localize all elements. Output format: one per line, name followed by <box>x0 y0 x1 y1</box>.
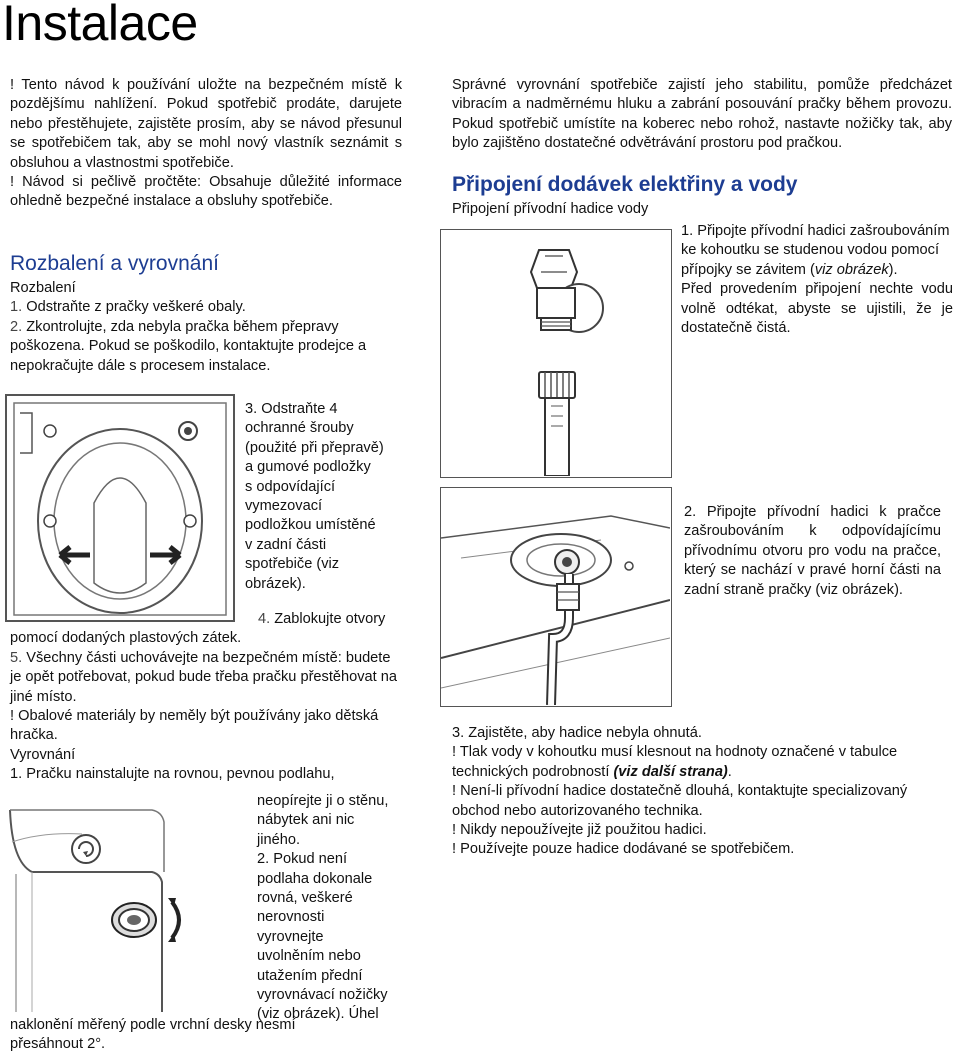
intro-paragraph-1: ! Tento návod k používání uložte na bezpečném místě k pozdějšímu nahlížení. Pokud spotřebič prodáte, darujete nebo přestěhujete, zajistěte prosím, aby se návod přesunul se spotřebičem tak, aby se mohl nový vlastník seznámit s obsluhou a vlastnostmi spotřebiče. <box>10 77 402 171</box>
warning-length: ! Není-li přívodní hadice dostatečně dlouhá, kontaktujte specializovaný obchod nebo autorizovaného technika. <box>452 783 908 819</box>
step3-line: v zadní části <box>245 536 327 553</box>
level-line: 2. Pokud není <box>257 851 348 868</box>
unpack-step-2: 2. Zkontrolujte, zda nebyla pračka během přepravy poškozena. Pokud se poškodilo, kontaktujte prodejce a nepokračujte dále s procesem instalace. <box>10 318 367 374</box>
level-line: neopírejte ji o stěnu, <box>257 793 389 809</box>
step3-line: podložkou umístěné <box>245 517 376 534</box>
hose-step-1-text: 1. Připojte přívodní hadici zašroubováním ke kohoutku se studenou vodou pomocí přípojky se závitem (viz obrázek). <box>681 223 950 278</box>
level-line: rovná, veškeré <box>257 890 353 907</box>
level-line: vyrovnejte <box>257 928 324 945</box>
unpack-steps-4-5 <box>10 610 405 785</box>
unpack-step-1: 1. Odstraňte z pračky veškeré obaly. <box>10 299 246 316</box>
level-step-1a: 1. Pračku nainstalujte na rovnou, pevnou podlahu, <box>10 766 335 783</box>
section-heading-connection: Připojení dodávek elektřiny a vody <box>452 173 798 196</box>
level-line: nábytek ani nic <box>257 812 355 829</box>
figure-tap <box>440 229 672 478</box>
hose-step-3: 3. Zajistěte, aby hadice nebyla ohnutá. <box>452 725 702 741</box>
figure-transport-bolts <box>2 393 238 625</box>
hose-step-1-note: Před provedením připojení nechte vodu volně odtékat, abyste se ujistili, že je dostatečně čistá. <box>681 281 953 337</box>
unpack-step-4a: 4. Zablokujte otvory <box>258 611 386 627</box>
intro-section <box>10 76 402 212</box>
level-line: jiného. <box>257 831 301 848</box>
level-paragraph: Správné vyrovnání spotřebiče zajistí jeho stabilitu, pomůže předcházet vibracím a nadměrnému hluku a zabrání posouvání pračky během provozu. Pokud spotřebič umístíte na koberec nebo rohož, nastavte nožičky tak, aby bylo zajištěno dostatečné odvětrávání prostoru pod pračkou. <box>452 77 952 152</box>
connection-section <box>452 171 952 219</box>
warning-packaging: ! Obalové materiály by neměly být používány jako dětská hračka. <box>10 708 379 744</box>
level-line: (viz obrázek). Úhel <box>257 1006 379 1023</box>
section-heading-unpack-level: Rozbalení a vyrovnání <box>10 252 219 275</box>
figure-leveling-foot <box>2 802 252 1024</box>
warning-pressure: ! Tlak vody v kohoutku musí klesnout na hodnoty označené v tabulce technických podrobností (viz další strana). <box>452 744 898 780</box>
hose-step-2: 2. Připojte přívodní hadici k pračce zašroubováním k odpovídajícímu přívodnímu otvoru pro vodu na pračce, který se nachází v pravé horní části na zadní straně pračky (viz obrázek). <box>684 504 941 598</box>
step3-line: obrázek). <box>245 575 306 592</box>
level-line: utažením přední <box>257 967 363 984</box>
level-line: vyrovnávací nožičky <box>257 987 388 1004</box>
unpack-step-5: 5. Všechny části uchovávejte na bezpečném místě: budete je opět potřebovat, pokud bude třeba pračku přestěhovat na jiné místo. <box>10 649 398 705</box>
unpack-step-3 <box>245 400 405 594</box>
subheading-hose: Připojení přívodní hadice vody <box>452 201 649 217</box>
level-tail: naklonění měřený podle vrchní desky nesmí přesáhnout 2°. <box>10 1017 296 1053</box>
unpack-step-4b: pomocí dodaných plastových zátek. <box>10 630 242 647</box>
unpack-section <box>10 250 402 376</box>
hose-warnings <box>452 724 957 860</box>
figure-inlet <box>440 487 672 707</box>
level-step-text <box>257 792 407 1025</box>
step3-line: s odpovídající <box>245 478 336 495</box>
level-line: podlaha dokonale <box>257 870 373 887</box>
step3-line: (použité při přepravě) <box>245 439 384 456</box>
step3-line: a gumové podložky <box>245 459 371 476</box>
step3-line: vymezovací <box>245 498 323 515</box>
level-line: nerovnosti <box>257 909 325 926</box>
intro-paragraph-2: ! Návod si pečlivě pročtěte: Obsahuje důležité informace ohledně bezpečné instalace a obsluhy spotřebiče. <box>10 174 402 210</box>
warning-used-hose: ! Nikdy nepoužívejte již použitou hadici. <box>452 822 707 839</box>
level-line: uvolněním nebo <box>257 948 361 965</box>
hose-step-1 <box>681 222 953 338</box>
subheading-level: Vyrovnání <box>10 746 76 763</box>
page-title: Instalace <box>2 0 198 51</box>
step3-line: spotřebiče (viz <box>245 556 340 573</box>
step3-line: ochranné šrouby <box>245 420 354 437</box>
warning-supplied-hose: ! Používejte pouze hadice dodávané se spotřebičem. <box>452 841 795 858</box>
subheading-unpack: Rozbalení <box>10 280 76 296</box>
step3-line: 3. Odstraňte 4 <box>245 401 338 417</box>
